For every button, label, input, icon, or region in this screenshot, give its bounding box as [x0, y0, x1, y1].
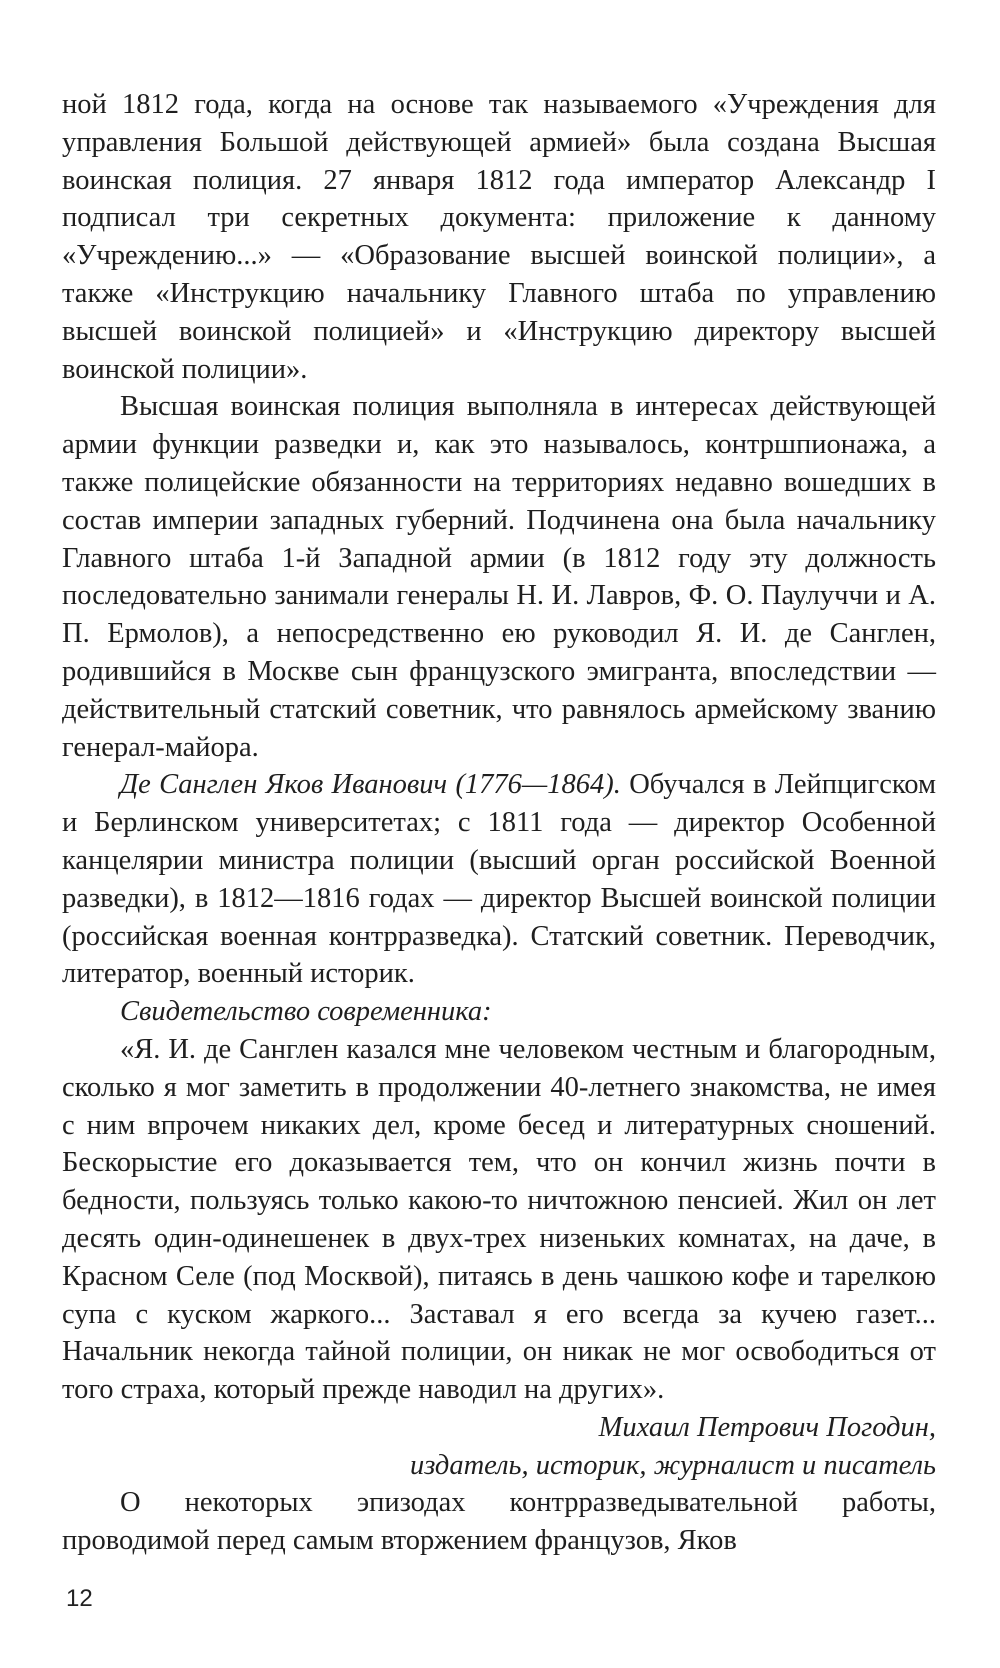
paragraph-military-police: Высшая воинская полиция выполняла в интересах действующей армии функции разведки и, как это называлось, контршпионажа, а также полицейские обязанности на территориях недавно вошедших в состав империи западных губерний. Подчинена она была начальнику Главного штаба 1-й Западной армии (в 1812 году эту должность последовательно занимали генералы Н. И. Лавров, Ф. О. Паулуччи и А. П. Ермолов), а непосредственно ею руководил Я. И. де Санглен, родившийся в Москве сын французского эмигранта, впоследствии — действительный статский советник, что равнялось армейскому званию генерал-майора.: [62, 391, 936, 763]
paragraph-biography: [62, 766, 936, 993]
witness-quote: «Я. И. де Санглен казался мне человеком честным и благородным, сколько я мог заметить в продолжении 40-летнего знакомства, не имея с ним впрочем никаких дел, кроме бесед и литературных сношений. Бескорыстие его доказывается тем, что он кончил жизнь почти в бедности, пользуясь только какою-то ничтожною пенсией. Жил он лет десять один-одинешенек в двух-трех низеньких комнатах, на даче, в Красном Селе (под Москвой), питаясь в день чашкою кофе и тарелкою супа с куском жаркого... Заставал я его всегда за кучею газет... Начальник некогда тайной полиции, он никак не мог освободиться от того страха, который прежде наводил на других».: [62, 1033, 936, 1406]
signature-role: издатель, историк, журналист и писатель: [409, 1449, 936, 1481]
biography-name: Де Санглен Яков Иванович (1776—1864).: [120, 769, 621, 801]
signature-name: Михаил Петрович Погодин,: [598, 1411, 936, 1443]
biography-text: Обучался в Лейпцигском и Берлинском университетах; с 1811 года — директор Особенной канцелярии министра полиции (высший орган российской Военной разведки), в 1812—1816 годах — директор Высшей воинской полиции (российская военная контрразведка). Статский советник. Переводчик, литератор, военный историк.: [62, 769, 936, 990]
page-text: [62, 86, 936, 1560]
witness-heading: Свидетельство современника:: [120, 996, 492, 1028]
paragraph-closing: О некоторых эпизодах контрразведывательной работы, проводимой перед самым вторжением французов, Яков: [62, 1487, 936, 1557]
page-number: 12: [66, 1585, 93, 1612]
paragraph-intro: ной 1812 года, когда на основе так называемого «Учреждения для управления Большой действующей армией» была создана Высшая воинская полиция. 27 января 1812 года император Александр I подписал три секретных документа: приложение к данному «Учреждению...» — «Образование высшей воинской полиции», а также «Инструкцию начальнику Главного штаба по управлению высшей воинской полицией» и «Инструкцию директору высшей воинской полиции».: [62, 89, 936, 385]
